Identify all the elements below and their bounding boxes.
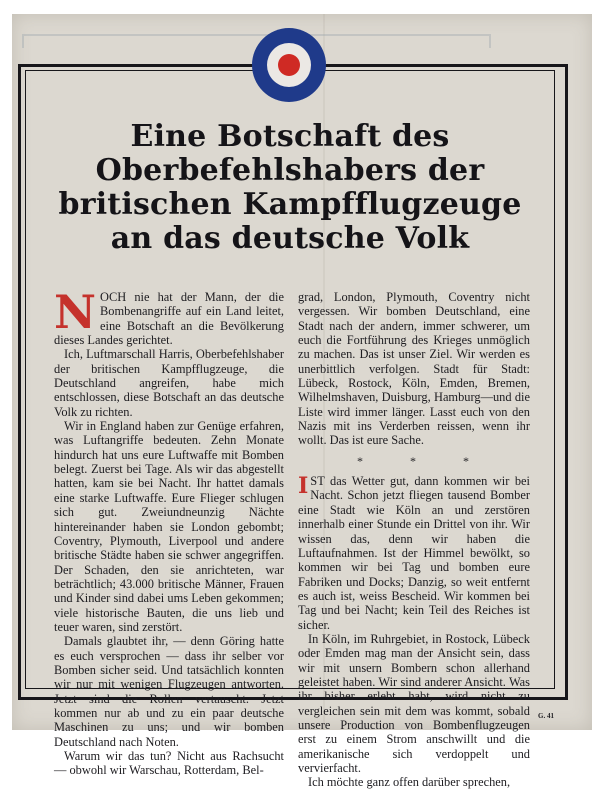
leaflet-title xyxy=(28,120,552,256)
paragraph: Warum wir das tun? Nicht aus Rachsucht — obwohl wir Warschau, Rotterdam, Bel- xyxy=(54,749,284,778)
left-text-column xyxy=(54,285,284,778)
title-line: britischen Kampfflugzeuge xyxy=(58,187,522,222)
drop-cap: N xyxy=(54,285,97,339)
title-line: an das deutsche Volk xyxy=(110,221,470,256)
raf-roundel-icon xyxy=(252,28,326,102)
section-separator: * * * xyxy=(357,453,491,468)
paragraph: Ich, Luftmarschall Harris, Oberbefehlshaber der britischen Kampfflugzeuge, die Deutschland angreifen, habe mich entschlossen, diese Botschaft an das deutsche Volk zu richten. xyxy=(54,347,284,419)
roundel-white-ring xyxy=(267,43,311,87)
paragraph: ST das Wetter gut, dann kommen wir bei Nacht. Schon jetzt fliegen tausend Bomber eine Stadt wie Köln an und zerstören innerhalb einer Stunde ein Drittel von ihr. Wir wissen das, denn wir haben die Luftaufnahmen. Ist der Himmel bewölkt, so kommen wir bei Tag und bomben eure Fabriken und Docks; Danzig, so weit entfernt es auch ist, weiss Bescheid. Wir kommen bei Tag und bei Nacht; kein Teil des Reiches ist sicher. xyxy=(298,474,530,632)
paragraph: Ich möchte ganz offen darüber sprechen, xyxy=(308,775,511,790)
paragraph: In Köln, im Ruhrgebiet, in Rostock, Lübeck oder Emden mag man der Ansicht sein, dass wir mit unsern Bombern schon allerhand geleistet haben. Wir sind anderer Ansicht. Was ihr bisher erlebt habt, wird nicht zu vergleichen sein mit dem was kommt, sobald unsere Production von Bombenflugzeugen erst zu einem Strom anschwillt und die amerikanische sich verdoppelt und vervierfacht. xyxy=(298,631,530,775)
roundel-red-center xyxy=(278,54,300,76)
title-line: Oberbefehlshabers der xyxy=(95,153,485,188)
paragraph: Wir in England haben zur Genüge erfahren, was Luftangriffe bedeuten. Zehn Monate hindurch hat uns eure Luftwaffe mit Bomben belegt. Zuerst bei Tage. Als wir das abgestellt hatten, kam sie bei Nacht. Ihr hattet damals eine starke Luftwaffe. Eure Flieger schlugen sich gut. Zweiundneunzig Nächte hintereinander haben sie London gebombt; Coventry, Plymouth, Liverpool und andere britische Städte haben sie schwer angegriffen. Der Schaden, den sie anrichteten, war beträchtlich; 43.000 britische Männer, Frauen und Kinder sind dabei ums Leben gekommen; viele historische Bauten, die uns lieb und teuer waren, sind zerstört. xyxy=(54,419,284,634)
paragraph: OCH nie hat der Mann, der die Bombenangriffe auf ein Land leitet, eine Botschaft an die Bevölkerung dieses Landes gerichtet. xyxy=(54,290,284,348)
paragraph: Damals glaubtet ihr, — denn Göring hatte es euch versprochen — dass ihr selber vor Bomben sicher seid. Und tatsächlich konnten wir nur mit wenigen Flugzeugen antworten. Jetzt sind die Rollen vertauscht. Jetzt kommen nur ab und zu ein paar deutsche Maschinen zu uns; und wir bomben Deutschland nach Noten. xyxy=(54,634,284,749)
leaflet-code: G. 41 xyxy=(538,712,554,720)
title-line: Eine Botschaft des xyxy=(130,119,450,154)
paragraph: grad, London, Plymouth, Coventry nicht vergessen. Wir bomben Deutschland, eine Stadt nach der andern, immer schwerer, um euch die Fortführung des Krieges unmöglich zu machen. Das ist unser Ziel. Wir werden es unerbittlich verfolgen. Stadt für Stadt: Lübeck, Rostock, Köln, Emden, Bremen, Wilhelmshaven, Duisburg, Hamburg—und die Liste wird immer länger. Lasst euch von den Nazis mit ins Verderben reissen, wenn ihr wollt. Das ist eure Sache. xyxy=(298,290,530,448)
right-text-column xyxy=(298,290,530,790)
drop-cap: I xyxy=(298,473,309,500)
